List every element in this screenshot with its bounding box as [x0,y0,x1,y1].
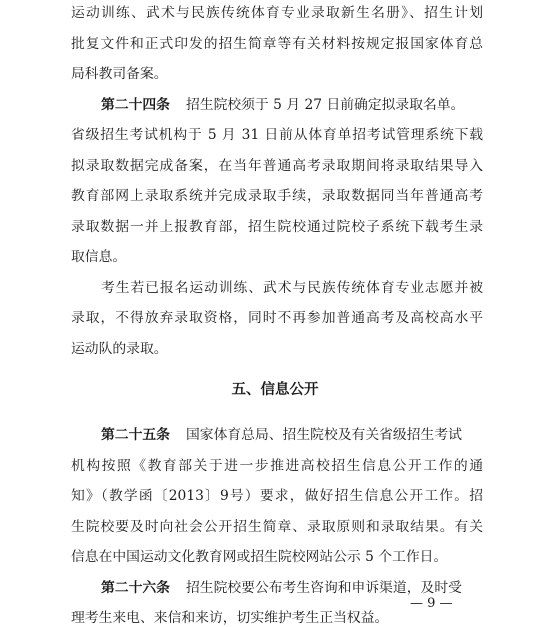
paragraph-text: 招生院校须于 5 月 27 日前确定拟录取名单。 [185,96,465,113]
paragraph-text: 国家体育总局、招生院校及有关省级招生考试 [185,427,462,443]
paragraph-text: 招生院校要公布考生咨询和申诉渠道，及时受 [185,579,462,596]
paragraph-line: 运动队的录取。 [71,340,168,357]
paragraph-line: 知》（教学函〔2013〕9号）要求，做好招生信息公开工作。招 [71,488,483,504]
paragraph-line: 拟录取数据完成备案，在当年普通高考录取期间将录取结果导入 [71,157,483,174]
article-number: 第二十四条 [101,96,170,113]
paragraph-line: 录取数据一并上报教育部，招生院校通过院校子系统下载考生录 [71,218,483,235]
paragraph-line: 机构按照《教育部关于进一步推进高校招生信息公开工作的通 [71,457,483,474]
article-number: 第二十六条 [101,579,170,596]
paragraph-line: 局科教司备案。 [71,66,168,82]
article-26-first-line [101,579,483,597]
article-25-first-line [101,426,483,444]
article-number: 第二十五条 [101,427,170,443]
paragraph-line: 录取，不得放弃录取资格，同时不再参加普通高考及高校高水平 [71,310,483,326]
paragraph-line: 理考生来电、来信和来访，切实维护考生正当权益。 [71,610,389,626]
paragraph-line: 考生若已报名运动训练、武术与民族传统体育专业志愿并被 [101,279,483,296]
paragraph-line: 取信息。 [71,249,127,265]
paragraph-line: 批复文件和正式印发的招生简章等有关材料按规定报国家体育总 [71,35,483,52]
section-heading: 五、信息公开 [231,382,319,398]
article-24-first-line [101,96,483,114]
paragraph-line: 教育部网上录取系统并完成录取手续，录取数据同当年普通高考 [71,188,483,204]
paragraph-line: 运动训练、武术与民族传统体育专业录取新生名册》、招生计划 [71,5,483,21]
paragraph-line: 信息在中国运动文化教育网或招生院校网站公示 5 个工作日。 [71,549,448,565]
paragraph-line: 省级招生考试机构于 5 月 31 日前从体育单招考试管理系统下载 [71,127,483,143]
page-number: — 9 — [410,596,453,611]
paragraph-line: 生院校要及时向社会公开招生简章、录取原则和录取结果。有关 [71,518,483,535]
